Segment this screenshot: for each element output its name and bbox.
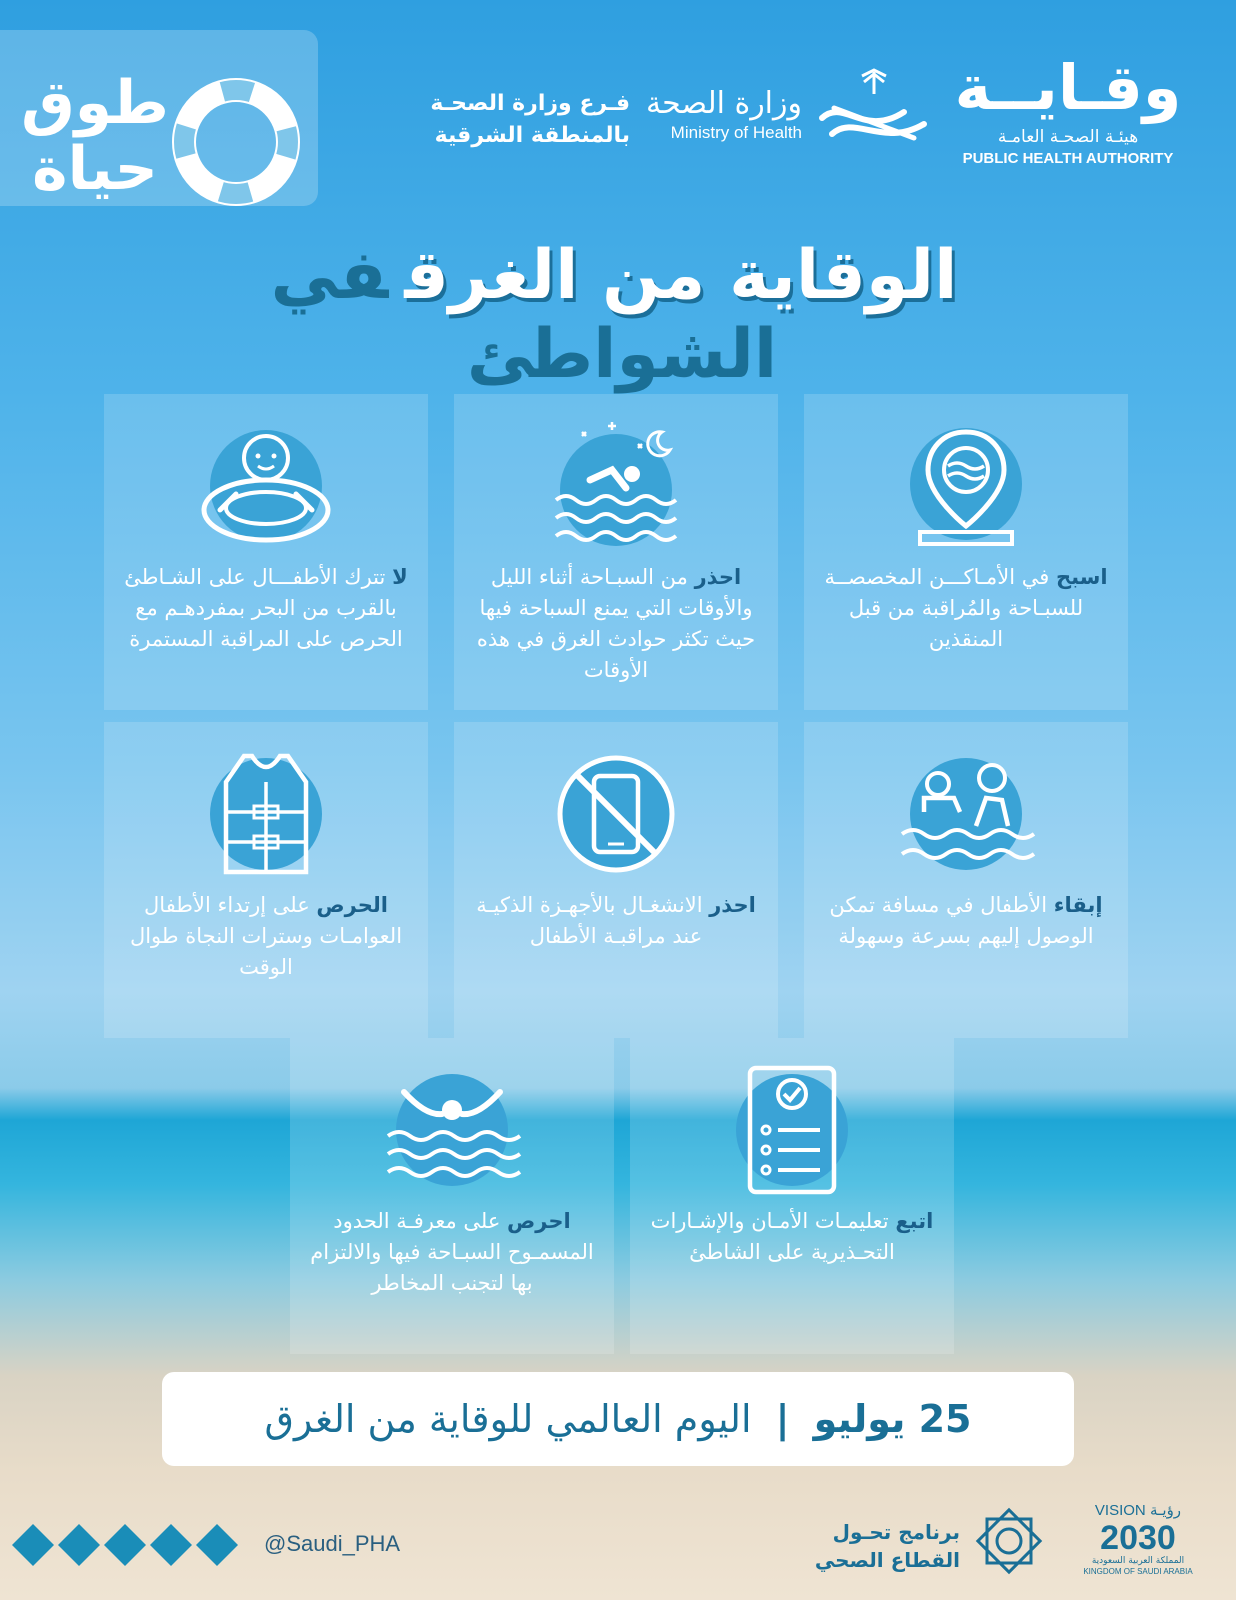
title-part-1: الوقاية من الغرق bbox=[404, 236, 958, 315]
diamonds-decoration-icon bbox=[10, 1522, 240, 1568]
awareness-day-banner bbox=[162, 1372, 1074, 1466]
life-vest-icon bbox=[196, 742, 336, 882]
program-line-2: القطاع الصحي bbox=[814, 1548, 960, 1572]
public-health-authority bbox=[948, 50, 1188, 170]
tip-card-8 bbox=[290, 1038, 614, 1354]
page-title bbox=[110, 236, 1126, 394]
life-ring-icon bbox=[172, 78, 300, 206]
tip-card-8-text bbox=[308, 1206, 596, 1299]
health-transformation-program bbox=[800, 1518, 960, 1574]
ministry-name-ar: وزارة الصحة bbox=[646, 86, 802, 121]
tip-card-4 bbox=[804, 722, 1128, 1038]
parent-child-water-icon bbox=[896, 742, 1036, 882]
campaign-logo-box bbox=[0, 30, 318, 206]
branch-name bbox=[390, 88, 630, 152]
tip-card-6-body: على إرتداء الأطفال العوامـات وسترات النجاة طوال الوقت bbox=[129, 893, 403, 979]
tip-card-1 bbox=[804, 394, 1128, 710]
tip-card-6-keyword: الحرص bbox=[316, 893, 388, 917]
tip-card-3-keyword: لا bbox=[392, 565, 408, 589]
diamond-row bbox=[10, 1522, 240, 1568]
tip-card-8-body: على معرفـة الحدود المسمـوح السبـاحة فيها والالتزام بها لتجنب المخاطر bbox=[310, 1209, 594, 1295]
vision-en: VISION bbox=[1094, 1502, 1146, 1519]
social-handle[interactable]: @Saudi_PHA bbox=[264, 1531, 401, 1556]
tip-card-7 bbox=[630, 1038, 954, 1354]
tip-card-3 bbox=[104, 394, 428, 710]
awareness-date: 25 يوليو bbox=[813, 1397, 972, 1441]
tip-card-3-text bbox=[122, 562, 410, 655]
tip-card-1-body: في الأمـاكـــن المخصصــة للسبـاحة والمُراقبة من قبل المنقذين bbox=[824, 565, 1084, 651]
branch-line-2: بالمنطقة الشرقية bbox=[434, 123, 630, 148]
vision-country-ar: المملكة العربية السعودية bbox=[1091, 1556, 1185, 1566]
tip-card-6 bbox=[104, 722, 428, 1038]
tip-card-4-body: الأطفال في مسافة تمكن الوصول إليهم بسرعة وسهولة bbox=[829, 893, 1094, 948]
program-line-1: برنامج تحـول bbox=[832, 1520, 960, 1544]
vision-ar: رؤيـة bbox=[1149, 1502, 1182, 1519]
tip-card-5-keyword: احذر bbox=[709, 893, 756, 917]
awareness-day-title: اليوم العالمي للوقاية من الغرق bbox=[264, 1397, 752, 1441]
tip-card-1-text bbox=[822, 562, 1110, 655]
checklist-icon bbox=[722, 1058, 862, 1198]
tip-card-6-text bbox=[122, 890, 410, 983]
tip-card-1-keyword: اسبح bbox=[1055, 565, 1108, 589]
tip-card-2-body: من السبـاحة أثناء الليل والأوقات التي يمنع السباحة فيها حيث تكثر حوادث الغرق في هذه الأوقات bbox=[476, 565, 756, 682]
tip-card-7-body: تعليمـات الأمـان والإشـارات التحـذيرية على الشاطئ bbox=[650, 1209, 895, 1264]
night-swimmer-icon bbox=[546, 414, 686, 554]
tip-card-3-body: تترك الأطفـــال على الشـاطئ بالقرب من البحر بمفردهـم مع الحرص على المراقبة المستمرة bbox=[124, 565, 403, 651]
tip-card-8-keyword: احرص bbox=[507, 1209, 571, 1233]
tip-card-4-text bbox=[822, 890, 1110, 952]
vision-year: 2030 bbox=[1100, 1519, 1176, 1557]
campaign-logo-text: طوق حياة bbox=[21, 68, 169, 204]
branch-line-1: فـرع وزارة الصحـة bbox=[430, 91, 630, 116]
tip-card-4-keyword: إبقاء bbox=[1053, 893, 1103, 917]
tip-card-5-body: الانشغـال بالأجهـزة الذكيـة عند مراقبـة الأطفال bbox=[476, 893, 703, 948]
authority-logo-ar: وقـايــة bbox=[954, 51, 1182, 124]
tip-card-2 bbox=[454, 394, 778, 710]
authority-name-en: PUBLIC HEALTH AUTHORITY bbox=[962, 150, 1174, 167]
program-emblem-icon bbox=[970, 1502, 1048, 1580]
location-pin-water-icon bbox=[896, 414, 1036, 554]
tip-card-7-text bbox=[648, 1206, 936, 1268]
ministry-of-health bbox=[636, 86, 802, 144]
no-phone-icon bbox=[546, 742, 686, 882]
vision-country-en: KINGDOM OF SAUDI ARABIA bbox=[1083, 1567, 1193, 1576]
swimmer-waves-icon bbox=[382, 1058, 522, 1198]
ministry-emblem-icon bbox=[814, 68, 934, 148]
child-swim-ring-icon bbox=[196, 414, 336, 554]
title-part-2: في الشواطئ bbox=[270, 236, 778, 394]
authority-name-ar: هيئـة الصحـة العامـة bbox=[997, 127, 1139, 147]
tip-card-5 bbox=[454, 722, 778, 1038]
tip-card-2-keyword: احذر bbox=[694, 565, 742, 589]
tip-card-2-text bbox=[472, 562, 760, 686]
vision-2030-logo bbox=[1078, 1502, 1198, 1577]
ministry-name-en: Ministry of Health bbox=[670, 123, 802, 142]
tip-card-7-keyword: اتبع bbox=[895, 1209, 934, 1233]
tip-card-5-text bbox=[472, 890, 760, 952]
banner-separator: | bbox=[775, 1397, 790, 1441]
